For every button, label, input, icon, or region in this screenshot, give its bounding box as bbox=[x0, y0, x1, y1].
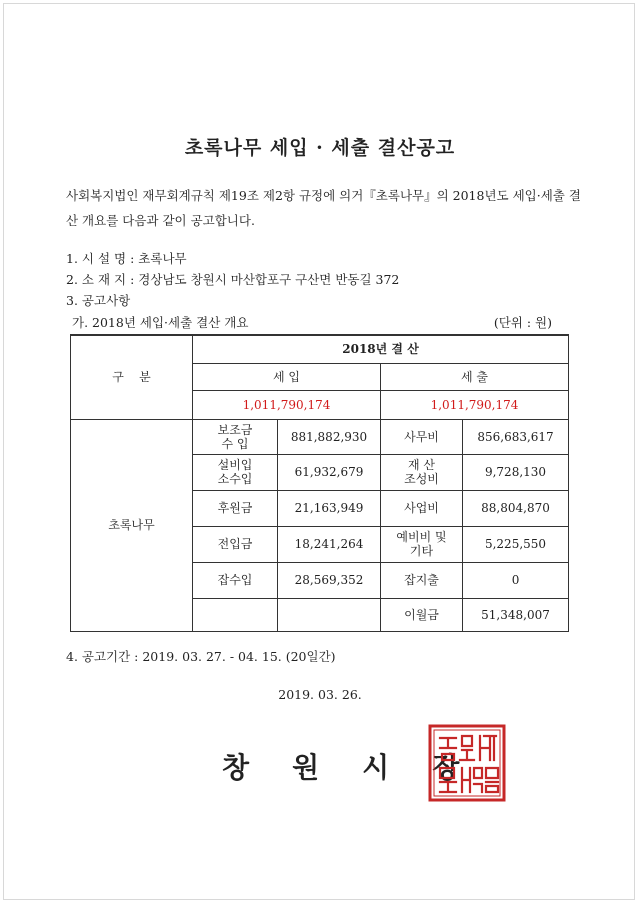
official-seal-icon bbox=[428, 724, 506, 802]
expense-label: 이월금 bbox=[381, 598, 463, 631]
info-num: 2. bbox=[66, 272, 78, 287]
unit-label: (단위 : 원) bbox=[493, 315, 552, 330]
issuer-char: 창 bbox=[222, 751, 250, 784]
expense-value: 88,804,870 bbox=[463, 490, 569, 526]
expense-label: 사업비 bbox=[381, 490, 463, 526]
revenue-header: 세 입 bbox=[193, 363, 381, 390]
notice-date: 2019. 03. 26. bbox=[278, 687, 362, 702]
info-item-facility: 1. 시 설 명 : 초록나무 bbox=[66, 251, 187, 266]
facility-name: 초록나무 bbox=[71, 419, 193, 631]
revenue-label bbox=[193, 598, 278, 631]
intro-paragraph: 사회복지법인 재무회계규칙 제19조 제2항 규정에 의거『초록나무』의 2018년도 세입·세출 결산 개요를 다음과 같이 공고합니다. bbox=[66, 188, 581, 228]
info-num: 1. bbox=[66, 251, 78, 266]
info-value: 경상남도 창원시 마산합포구 구산면 반동길 372 bbox=[138, 272, 400, 287]
category-header: 구 분 bbox=[71, 335, 193, 419]
info-item-notice bbox=[66, 291, 130, 309]
period-header: 2018년 결 산 bbox=[193, 335, 569, 363]
expense-label: 잡지출 bbox=[381, 562, 463, 598]
expense-total: 1,011,790,174 bbox=[381, 390, 569, 419]
info-label: 공고사항 bbox=[81, 293, 131, 308]
expense-header: 세 출 bbox=[381, 363, 569, 390]
revenue-value bbox=[278, 598, 381, 631]
revenue-value: 28,569,352 bbox=[278, 562, 381, 598]
expense-value: 856,683,617 bbox=[463, 419, 569, 454]
info-label: 소 재 지 bbox=[81, 272, 127, 287]
revenue-value: 21,163,949 bbox=[278, 490, 381, 526]
subheading: 가. 2018년 세입·세출 결산 개요 bbox=[72, 315, 249, 330]
revenue-total: 1,011,790,174 bbox=[193, 390, 381, 419]
revenue-label: 보조금 수 입 bbox=[193, 419, 278, 454]
settlement-table bbox=[70, 334, 569, 632]
expense-label: 재 산 조성비 bbox=[381, 454, 463, 490]
revenue-value: 18,241,264 bbox=[278, 526, 381, 562]
issuer-char: 장 bbox=[432, 751, 460, 784]
info-num: 3. bbox=[66, 293, 78, 308]
revenue-value: 881,882,930 bbox=[278, 419, 381, 454]
revenue-label: 잡수입 bbox=[193, 562, 278, 598]
revenue-label: 설비입 소수입 bbox=[193, 454, 278, 490]
expense-label: 사무비 bbox=[381, 419, 463, 454]
info-label: 시 설 명 bbox=[81, 251, 127, 266]
info-value: 초록나무 bbox=[138, 251, 187, 266]
info-item-address: 2. 소 재 지 : 경상남도 창원시 마산합포구 구산면 반동길 372 bbox=[66, 272, 400, 287]
expense-label: 예비비 및 기타 bbox=[381, 526, 463, 562]
expense-value: 9,728,130 bbox=[463, 454, 569, 490]
expense-value: 5,225,550 bbox=[463, 526, 569, 562]
notice-period: 4. 공고기간 : 2019. 03. 27. - 04. 15. (20일간) bbox=[66, 649, 336, 664]
revenue-value: 61,932,679 bbox=[278, 454, 381, 490]
revenue-label: 후원금 bbox=[193, 490, 278, 526]
issuer-char: 시 bbox=[362, 751, 390, 784]
expense-value: 51,348,007 bbox=[463, 598, 569, 631]
expense-value: 0 bbox=[463, 562, 569, 598]
issuer-char: 원 bbox=[292, 751, 320, 784]
revenue-label: 전입금 bbox=[193, 526, 278, 562]
document-title: 초록나무 세입 · 세출 결산공고 bbox=[184, 137, 456, 159]
